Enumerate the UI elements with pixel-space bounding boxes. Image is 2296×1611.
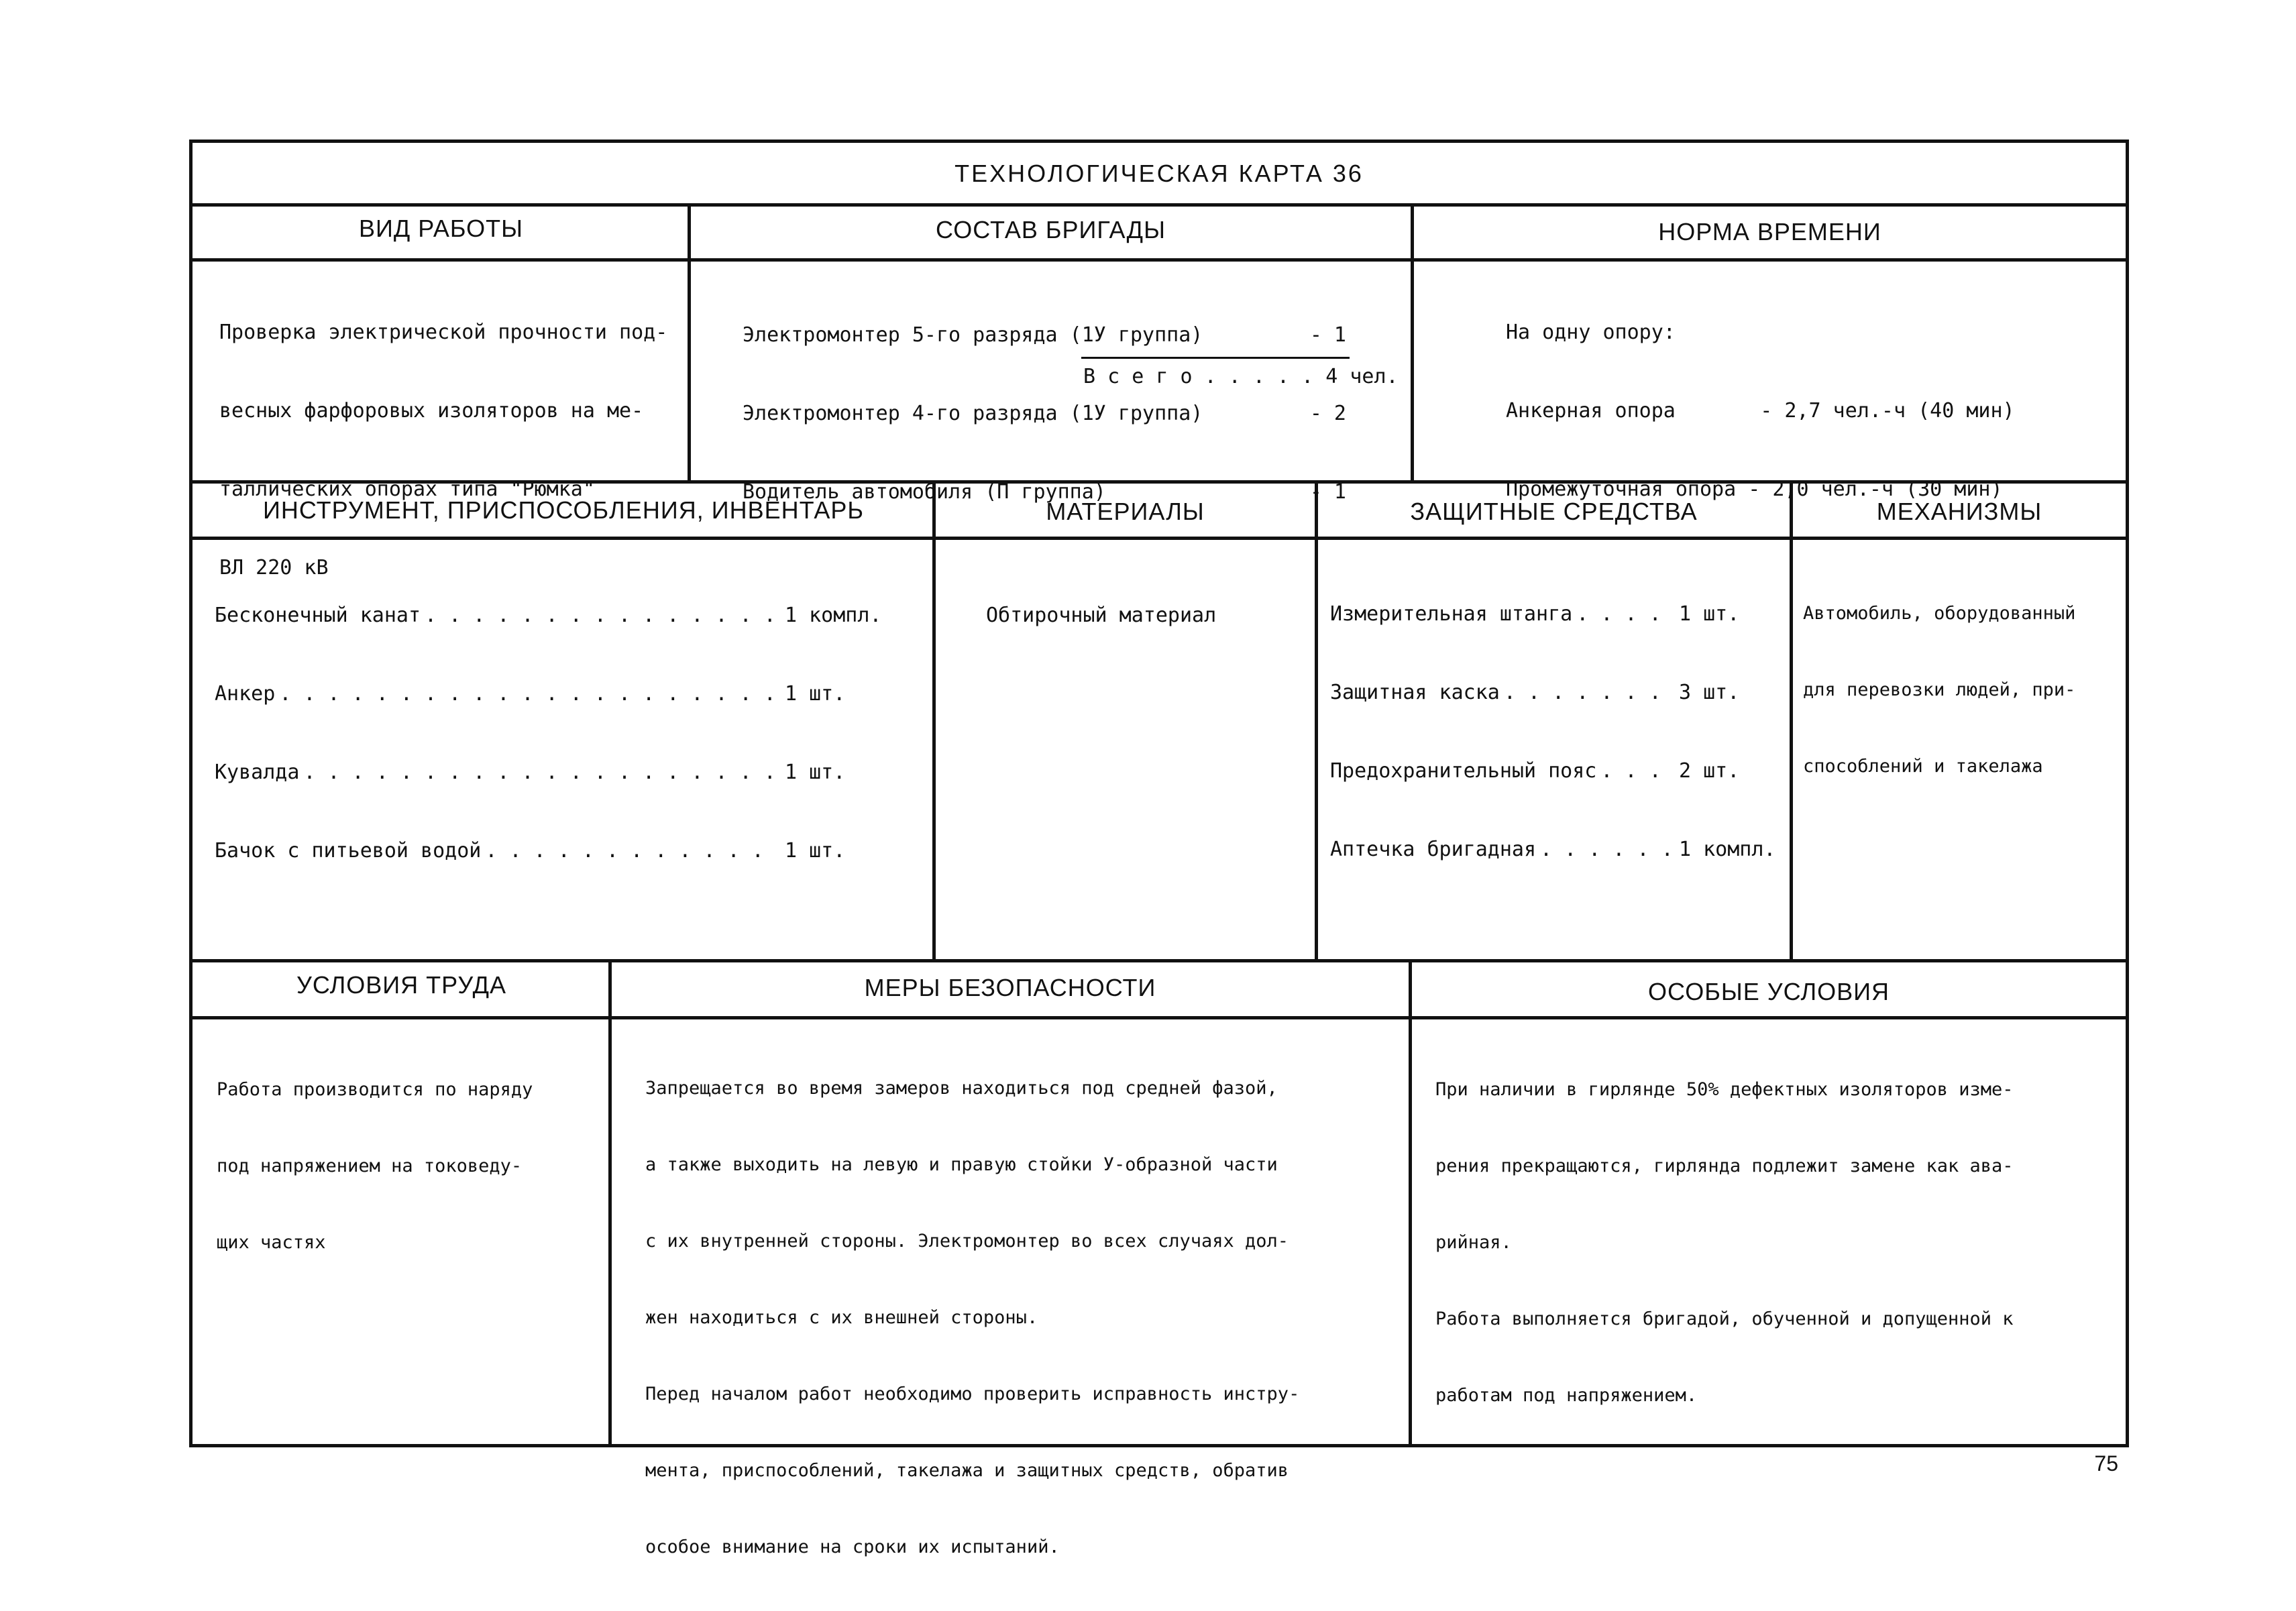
team-member-count: - 1	[1309, 323, 1346, 347]
special-line: Работа выполняется бригадой, обученной и допущенной к	[1435, 1309, 2014, 1329]
team-member-count: - 2	[1309, 402, 1346, 425]
tool-qty: 1 шт.	[785, 839, 846, 863]
tool-qty: 1 шт.	[785, 761, 846, 784]
work-type-line: весных фарфоровых изоляторов на ме-	[219, 399, 644, 423]
dot-leader	[279, 681, 781, 707]
team-member-count: - 1	[1309, 480, 1346, 504]
team-total: В с е г о . . . . . 4 чел.	[1083, 365, 1399, 388]
special-header: ОСОБЫЕ УСЛОВИЯ	[1648, 978, 1890, 1005]
special-text	[1435, 1026, 2014, 1459]
protection-name: Аптечка бригадная	[1330, 838, 1537, 861]
team-total-rule	[1081, 357, 1350, 359]
protection-qty: 3 шт.	[1679, 681, 1740, 704]
section3-col-divider-2	[1409, 959, 1412, 1444]
tool-name: Бачок с питьевой водой	[215, 839, 482, 863]
tool-qty: 1 компл.	[785, 604, 882, 627]
mechanisms-line: способлений и такелажа	[1803, 756, 2043, 777]
work-type-header: ВИД РАБОТЫ	[359, 215, 523, 242]
mechanisms-text	[1803, 550, 2075, 830]
special-line: работам под напряжением.	[1435, 1385, 1698, 1406]
safety-line: Перед началом работ необходимо проверить исправность инстру-	[645, 1384, 1300, 1404]
protection-item	[1330, 679, 1780, 706]
tool-name: Анкер	[215, 682, 276, 706]
special-line: рийная.	[1435, 1232, 1512, 1253]
safety-text	[645, 1025, 1299, 1611]
team-member-role: Электромонтер 4-го разряда (1У группа)	[743, 402, 1203, 425]
safety-line: с их внутренней стороны. Электромонтер во всех случаях дол-	[645, 1231, 1289, 1252]
card-title: ТЕХНОЛОГИЧЕСКАЯ КАРТА 36	[954, 160, 1364, 187]
section1-col-divider-1	[688, 203, 691, 484]
protection-item	[1330, 836, 1780, 863]
tool-qty: 1 шт.	[785, 682, 846, 706]
materials-header: МАТЕРИАЛЫ	[1046, 498, 1205, 525]
time-norm-line: Анкерная опора - 2,7 чел.-ч (40 мин)	[1506, 399, 2015, 423]
team-member-role: Электромонтер 5-го разряда (1У группа)	[743, 323, 1203, 347]
section3-top-divider	[193, 959, 2126, 962]
tools-list	[215, 550, 892, 916]
dot-leader	[1540, 836, 1675, 863]
team-member-row	[743, 400, 1346, 427]
section3-col-divider-1	[608, 959, 612, 1444]
tool-name: Бесконечный канат	[215, 604, 421, 627]
mechanisms-line: для перевозки людей, при-	[1803, 679, 2076, 700]
safety-line: жен находиться с их внешней стороны.	[645, 1307, 1038, 1328]
time-norm-line: Промежуточная опора - 2,0 чел.-ч (30 мин)	[1506, 478, 2003, 501]
tool-item	[215, 602, 892, 628]
protection-list	[1330, 549, 1780, 915]
conditions-line: щих частях	[217, 1232, 326, 1253]
tools-header: ИНСТРУМЕНТ, ПРИСПОСОБЛЕНИЯ, ИНВЕНТАРЬ	[262, 496, 865, 524]
protection-header: ЗАЩИТНЫЕ СРЕДСТВА	[1410, 498, 1698, 525]
material-item: Обтирочный материал	[986, 604, 1217, 627]
mechanisms-header: МЕХАНИЗМЫ	[1876, 498, 2042, 525]
dot-leader	[303, 759, 781, 785]
safety-line: а также выходить на левую и правую стойки У-образной части	[645, 1154, 1278, 1175]
work-type-line: ВЛ 220 кВ	[219, 556, 329, 579]
safety-line: мента, приспособлений, такелажа и защитных средств, обратив	[645, 1460, 1289, 1481]
mechanisms-line: Автомобиль, оборудованный	[1803, 603, 2076, 624]
conditions-header: УСЛОВИЯ ТРУДА	[296, 971, 507, 999]
special-line: рения прекращаются, гирлянда подлежит замене как ава-	[1435, 1156, 2014, 1176]
time-norm-header: НОРМА ВРЕМЕНИ	[1658, 218, 1881, 245]
safety-line: Запрещается во время замеров находиться под средней фазой,	[645, 1078, 1278, 1099]
dot-leader	[1600, 758, 1675, 784]
protection-qty: 1 компл.	[1679, 838, 1776, 861]
special-line: При наличии в гирлянде 50% дефектных изоляторов изме-	[1435, 1079, 2014, 1100]
safety-header: МЕРЫ БЕЗОПАСНОСТИ	[864, 974, 1156, 1001]
time-norm-line: На одну опору:	[1506, 321, 1676, 344]
work-type-line: Проверка электрической прочности под-	[219, 321, 668, 344]
tool-item	[215, 759, 892, 785]
work-type-line: таллических опорах типа "Рюмка"	[219, 478, 595, 501]
dot-leader	[1504, 679, 1675, 706]
tool-name: Кувалда	[215, 761, 300, 784]
conditions-line: Работа производится по наряду	[217, 1079, 533, 1100]
dot-leader	[1576, 601, 1675, 627]
tool-item	[215, 838, 892, 864]
title-divider	[193, 203, 2126, 207]
section3-header-divider	[193, 1016, 2126, 1019]
protection-name: Предохранительный пояс	[1330, 759, 1597, 783]
dot-leader	[425, 602, 781, 628]
team-member-row	[743, 322, 1346, 348]
team-header: СОСТАВ БРИГАДЫ	[936, 216, 1166, 243]
dot-leader	[485, 838, 781, 864]
tool-item	[215, 681, 892, 707]
conditions-text	[217, 1026, 533, 1307]
protection-item	[1330, 758, 1780, 784]
safety-line: особое внимание на сроки их испытаний.	[645, 1537, 1060, 1557]
section1-header-divider	[193, 258, 2126, 262]
protection-qty: 1 шт.	[1679, 602, 1740, 626]
protection-name: Защитная каска	[1330, 681, 1500, 704]
team-member-role: Водитель автомобиля (П группа)	[743, 480, 1106, 504]
protection-item	[1330, 601, 1780, 627]
page-number: 75	[2094, 1451, 2118, 1476]
materials-list	[986, 550, 1216, 681]
protection-qty: 2 шт.	[1679, 759, 1740, 783]
conditions-line: под напряжением на токоведу-	[217, 1156, 523, 1176]
protection-name: Измерительная штанга	[1330, 602, 1573, 626]
